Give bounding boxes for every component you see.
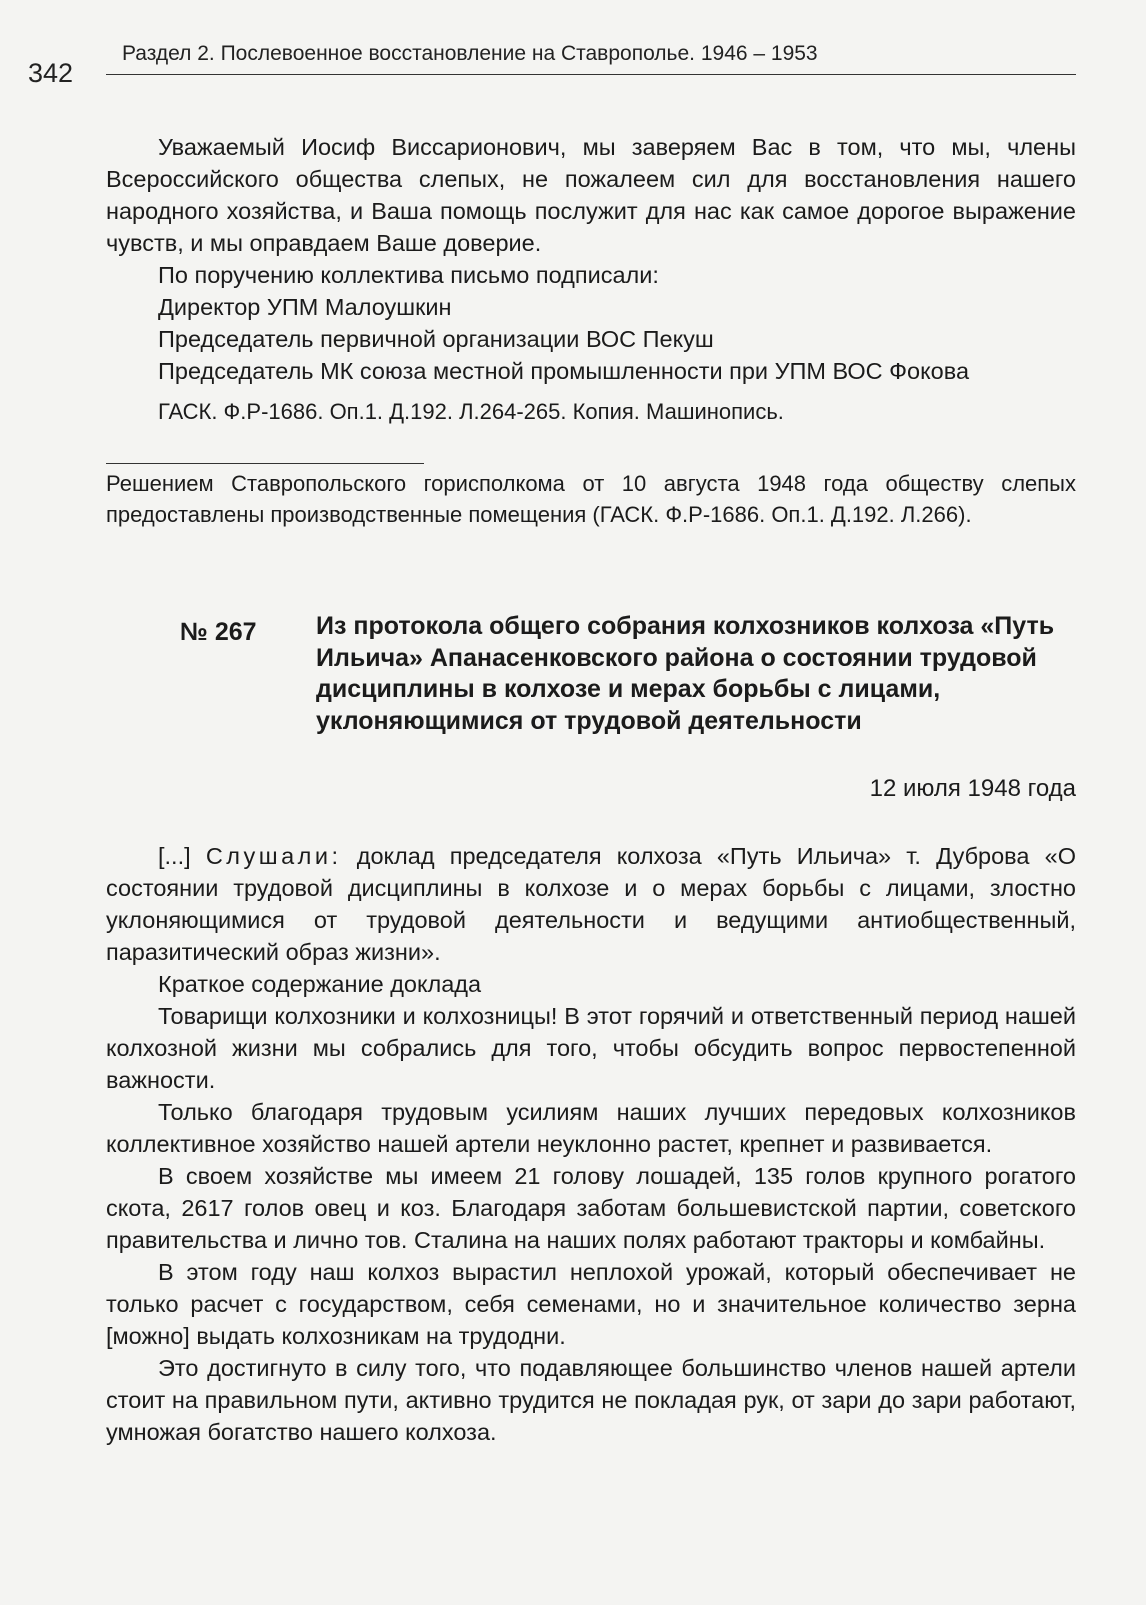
archive-reference: ГАСК. Ф.Р-1686. Оп.1. Д.192. Л.264-265. Копия. Машинопись. bbox=[158, 399, 784, 424]
document-number: № 267 bbox=[180, 618, 257, 646]
report-paragraph-5: Это достигнуто в силу того, что подавляющее большинство членов нашей артели стоит на правильном пути, активно трудится не покладая рук, от зари до зари работают, умножая богатство нашего колхоза. bbox=[106, 1355, 1076, 1445]
footnote: Решением Ставропольского горисполкома от 10 августа 1948 года обществу слепых предоставлены производственные помещения (ГАСК. Ф.Р-1686. Оп.1. Д.192. Л.266). bbox=[106, 471, 1076, 527]
signer-3: Председатель МК союза местной промышленности при УПМ ВОС Фокова bbox=[158, 358, 970, 384]
heard-label: Слушали: bbox=[205, 843, 342, 869]
signed-by: По поручению коллектива письмо подписали: bbox=[158, 262, 659, 288]
signer-1: Директор УПМ Малоушкин bbox=[158, 294, 452, 320]
report-paragraph-1: Товарищи колхозники и колхозницы! В этот горячий и ответственный период нашей колхозной жизни мы собрались для того, чтобы обсудить вопрос первостепенной важности. bbox=[106, 1003, 1076, 1093]
footnote-rule bbox=[106, 463, 424, 464]
report-paragraph-2: Только благодаря трудовым усилиям наших лучших передовых колхозников коллективное хозяйство нашей артели неуклонно растет, крепнет и развивается. bbox=[106, 1099, 1076, 1157]
document-title: Из протокола общего собрания колхозников колхоза «Путь Ильича» Апанасенковского района о состоянии трудовой дисциплины в колхозе и мерах борьбы с лицами, уклоняющимися от трудовой деятельности bbox=[316, 612, 1055, 735]
protocol-section bbox=[106, 840, 1076, 1448]
lead-in: [...] bbox=[158, 843, 206, 869]
document-date: 12 июля 1948 года bbox=[869, 775, 1076, 802]
report-paragraph-3: В своем хозяйстве мы имеем 21 голову лошадей, 135 голов крупного рогатого скота, 2617 голов овец и коз. Благодаря заботам большевистской партии, советского правительства и лично тов. Сталина на наших полях работают тракторы и комбайны. bbox=[106, 1163, 1076, 1253]
signer-2: Председатель первичной организации ВОС Пекуш bbox=[158, 326, 714, 352]
page-number: 342 bbox=[28, 58, 74, 88]
report-paragraph-4: В этом году наш колхоз вырастил неплохой урожай, который обеспечивает не только расчет с государством, себя семенами, но и значительное количество зерна [можно] выдать колхозникам на трудодни. bbox=[106, 1259, 1076, 1349]
heard-paragraph bbox=[106, 840, 1076, 968]
running-title: Раздел 2. Послевоенное восстановление на Ставрополье. 1946 – 1953 bbox=[122, 42, 818, 65]
summary-label: Краткое содержание доклада bbox=[158, 971, 482, 997]
letter-section bbox=[106, 131, 1076, 387]
heard-text: доклад председателя колхоза «Путь Ильича» т. Дуброва «О состоянии трудовой дисциплины в колхозе и о мерах борьбы с лицами, злостно уклоняющимися от трудовой деятельности и ведущими антиобщественный, паразитический образ жизни». bbox=[106, 843, 1076, 965]
header-rule bbox=[106, 74, 1076, 75]
letter-paragraph: Уважаемый Иосиф Виссарионович, мы заверяем Вас в том, что мы, члены Всероссийского общества слепых, не пожалеем сил для восстановления нашего народного хозяйства, и Ваша помощь послужит для нас как самое дорогое выражение чувств, и мы оправдаем Ваше доверие. bbox=[106, 134, 1076, 256]
